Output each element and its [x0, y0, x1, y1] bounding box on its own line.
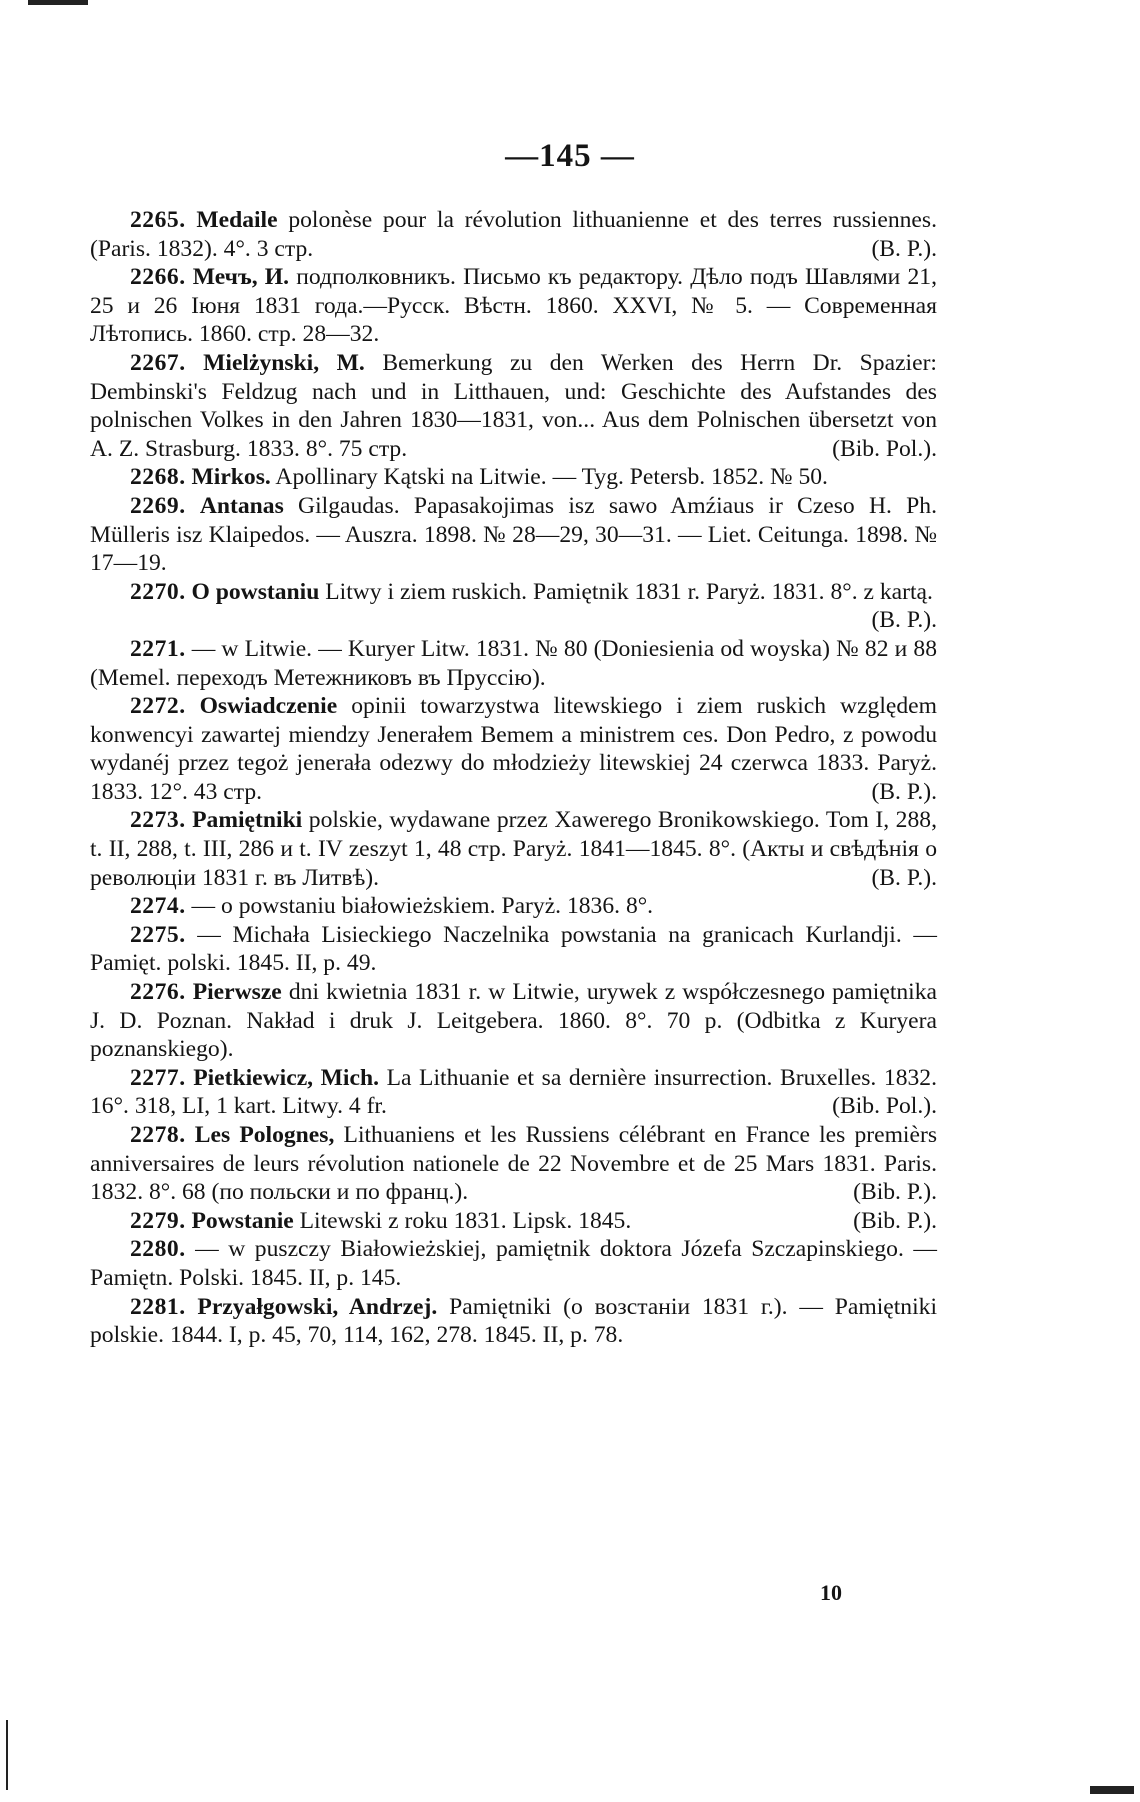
entry-text: La Lithuanie et sa dernière insurrection. Bruxelles. 1832. 16°. 318, LI, 1 kart. Litwy. 4 fr.: [90, 1064, 937, 1120]
entry-number: 2281.: [130, 1293, 186, 1320]
entry-heading: Mirkos.: [191, 464, 271, 491]
entry-text: Bemerkung zu den Werken des Herrn Dr. Spazier: Dembinski's Feldzug nach und in Litthauen, und: Geschichte des Aufstandes des polnischen Volkes in den Jahren 1830—1831, von... Aus dem Polnischen übersetzt von A. Z. Strasburg. 1833. 8°. 75 стр.: [90, 349, 937, 462]
entry-text: Gilgaudas. Papasakojimas isz sawo Amźiaus ir Czeso H. Ph. Mülleris isz Klaipedos. — Auszra. 1898. № 28—29, 30—31. — Liet. Ceitunga. 1898. № 17—19.: [90, 492, 937, 577]
entry-heading: O powstaniu: [191, 578, 320, 605]
entry-heading: Powstanie: [191, 1207, 294, 1234]
entry-heading: Medaile: [196, 207, 278, 233]
entry-text: dni kwietnia 1831 r. w Litwie, urywek z współczesnego pamiętnika J. D. Poznan. Nakład i druk J. Leitgebera. 1860. 8°. 70 p. (Odbitka z Kuryera poznanskiego).: [90, 979, 938, 1063]
entry-number: 2280.: [130, 1236, 186, 1263]
entry-text: Apollinary Kątski na Litwie. — Tyg. Petersb. 1852. № 50.: [275, 464, 828, 491]
entry-number: 2266.: [130, 264, 186, 291]
entry-source: (B. P.).: [871, 864, 937, 891]
entry-text: polonèse pour la révolution lithuanienne et des terres russiennes. (Paris. 1832). 4°. 3 стр.: [90, 207, 937, 262]
entry-source: (B. P.).: [871, 607, 937, 634]
bibliography-entries: [90, 206, 937, 1350]
entry-2265: [90, 206, 937, 263]
entry-heading: Pietkiewicz, Mich.: [193, 1064, 379, 1091]
entry-number: 2272.: [130, 693, 186, 720]
entry-2278: [90, 1121, 937, 1207]
entry-text: — o powstaniu białowieżskiem. Paryż. 1836. 8°.: [191, 893, 654, 920]
entry-source: (Bib. P.).: [853, 1207, 937, 1234]
scan-mark-top-left: [28, 0, 88, 5]
entry-2272: [90, 692, 937, 806]
entry-number: 2271.: [130, 635, 186, 662]
entry-2273: [90, 806, 937, 892]
entry-source: (B. P.).: [871, 778, 937, 805]
entry-number: 2273.: [130, 807, 186, 834]
entry-heading: Pierwsze: [192, 979, 282, 1006]
entry-source: (Bib. Pol.).: [832, 435, 937, 462]
entry-2279: [90, 1207, 937, 1236]
entry-number: 2274.: [130, 893, 186, 920]
entry-text: — w puszczy Białowieżskiej, pamiętnik doktora Józefa Szczapinskiego. — Pamiętn. Polski. 1845. II, p. 145.: [90, 1236, 937, 1291]
entry-number: 2265.: [130, 207, 186, 233]
entry-2281: [90, 1293, 937, 1350]
entry-2266: [90, 263, 937, 349]
entry-2277: [90, 1064, 937, 1121]
entry-heading: Les Polognes,: [194, 1122, 335, 1148]
entry-heading: Przyałgowski, Andrzej.: [197, 1293, 438, 1320]
page-number: —145 —: [505, 138, 635, 174]
entry-number: 2278.: [130, 1122, 186, 1148]
scan-mark-left-edge: [6, 1720, 8, 1790]
entry-source: (Bib. P.).: [853, 1179, 937, 1206]
entry-2270: [90, 578, 937, 634]
entry-text: — w Litwie. — Kuryer Litw. 1831. № 80 (Doniesienia od woyska) № 82 и 88 (Memel. переходъ Метежниковъ въ Пруссію).: [90, 635, 937, 691]
scan-mark-bottom-right: [1090, 1786, 1134, 1794]
entry-number: 2269.: [130, 492, 186, 519]
entry-source: (B. P.).: [871, 235, 937, 262]
entry-2280: [90, 1235, 937, 1292]
entry-source: (Bib. Pol.).: [832, 1093, 937, 1120]
entry-2276: [90, 978, 937, 1064]
entry-text: — Michała Lisieckiego Naczelnika powstania na granicach Kurlandji. — Pamięt. polski. 1845. II, p. 49.: [90, 921, 938, 977]
entry-2271: [90, 635, 937, 692]
entry-heading: Antanas: [199, 492, 284, 519]
entry-2268: [90, 463, 937, 492]
entry-text: opinii towarzystwa litewskiego i ziem ruskich względem konwencyi zawartej miendzy Jenerałem Bemem a ministrem ces. Don Pedro, z powodu wydanéj przez tegoż jenerała odezwy do młodzieży litewskiej 24 czerwca 1833. Paryż. 1833. 12°. 43 стр.: [90, 693, 937, 805]
entry-text: polskie, wydawane przez Xawerego Bronikowskiego. Tom I, 288, t. II, 288, t. III, 286 и t. IV zeszyt 1, 48 стр. Paryż. 1841—1845. 8°. (Акты и свѣдѣнія о революціи 1831 г. въ Литвѣ).: [90, 807, 937, 891]
entry-2274: [90, 892, 937, 921]
entry-text: Litwy i ziem ruskich. Pamiętnik 1831 r. Paryż. 1831. 8°. z kartą.: [325, 578, 933, 605]
entry-number: 2270.: [130, 578, 186, 605]
entry-text: Lithuaniens et les Russiens célébrant en France les premièrs anniversaires de leurs révolution nationele de 22 Novembre et de 25 Mars 1831. Paris. 1832. 8°. 68 (по польски и по франц.).: [90, 1122, 938, 1206]
entry-number: 2268.: [130, 464, 186, 491]
entry-heading: Mielżynski, M.: [203, 349, 365, 376]
entry-number: 2276.: [130, 979, 186, 1006]
printer-signature-mark: 10: [820, 1580, 842, 1605]
entry-2269: [90, 492, 937, 578]
entry-heading: Мечъ, И.: [192, 264, 290, 291]
entry-number: 2267.: [130, 349, 186, 376]
entry-text: Litewski z roku 1831. Lipsk. 1845.: [299, 1207, 632, 1234]
entry-2267: [90, 349, 937, 463]
entry-number: 2277.: [130, 1064, 186, 1091]
entry-text: подполковникъ. Письмо къ редактору. Дѣло подъ Шавлями 21, 25 и 26 Іюня 1831 года.—Русск. Вѣстн. 1860. XXVI, № 5. — Современная Лѣтопись. 1860. стр. 28—32.: [90, 264, 937, 348]
entry-heading: Pamiętniki: [192, 807, 303, 834]
entry-number: 2275.: [130, 921, 186, 948]
entry-text: Pamiętniki (o возстаніи 1831 г.). — Pamiętniki polskie. 1844. I, p. 45, 70, 114, 162, 278. 1845. II, p. 78.: [90, 1293, 938, 1349]
entry-heading: Oswiadczenie: [199, 693, 338, 720]
entry-2275: [90, 921, 937, 978]
entry-number: 2279.: [130, 1207, 186, 1234]
